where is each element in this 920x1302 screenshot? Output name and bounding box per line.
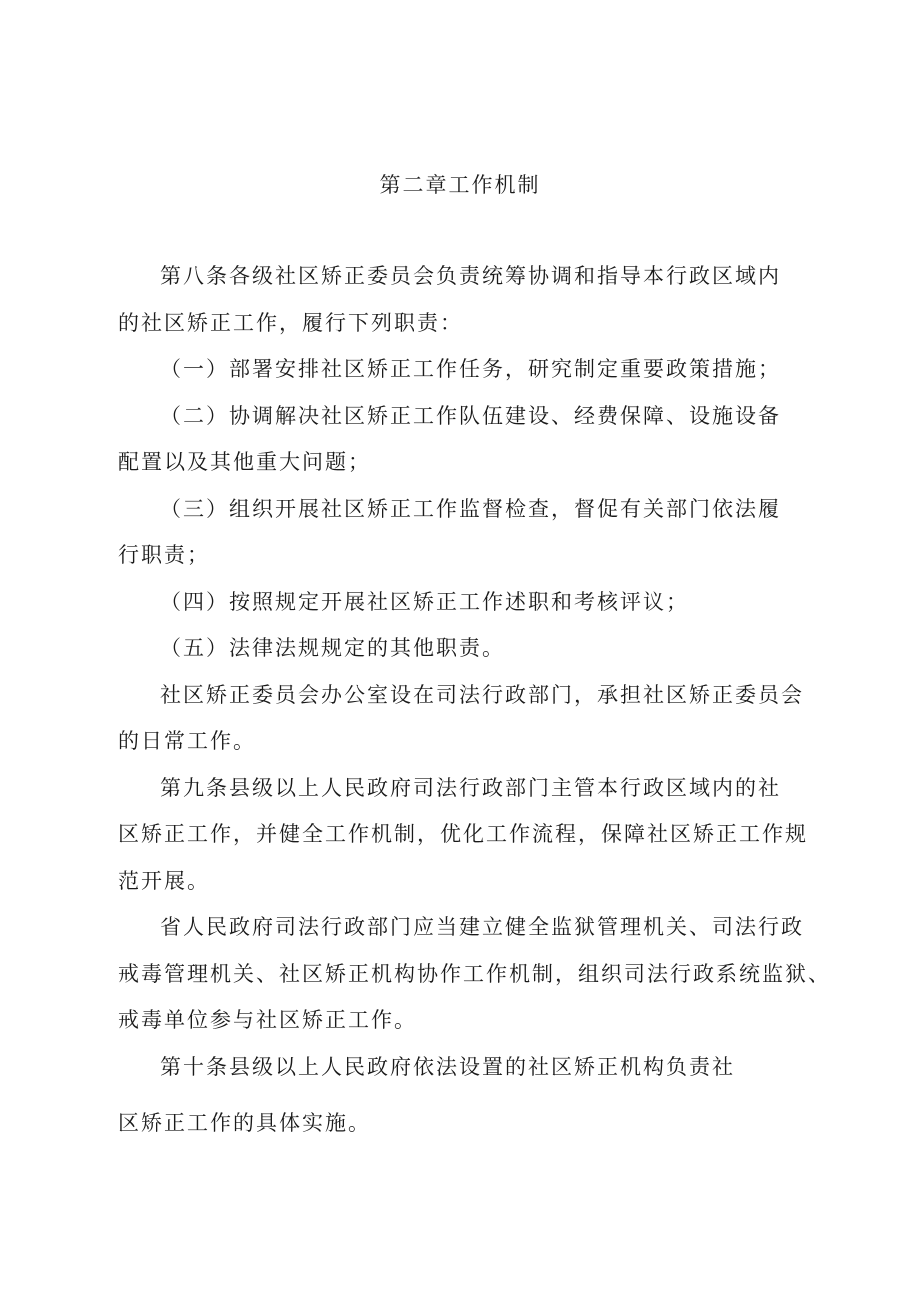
chapter-title: 第二章工作机制	[379, 173, 541, 197]
text-line: 配置以及其他重大问题；	[118, 450, 371, 474]
text-line: 省人民政府司法行政部门应当建立健全监狱管理机关、司法行政	[160, 915, 804, 939]
article-number: 第八条	[160, 264, 229, 288]
text-line: 第十条县级以上人民政府依法设置的社区矫正机构负责社	[160, 1054, 735, 1079]
text-line: 区矫正工作，并健全工作机制，优化工作流程，保障社区矫正工作规	[118, 822, 808, 846]
text-line: 的社区矫正工作，履行下列职责：	[118, 310, 463, 335]
article-number: 第十条	[160, 1054, 229, 1079]
text-line: 行职责；	[118, 543, 210, 567]
text-line: 范开展。	[118, 868, 210, 893]
text-line: 第八条各级社区矫正委员会负责统筹协调和指导本行政区域内	[160, 264, 781, 288]
document-body	[118, 253, 834, 1090]
list-item: （五）法律法规规定的其他职责。	[160, 636, 505, 660]
list-item: （一）部署安排社区矫正工作任务，研究制定重要政策措施；	[160, 357, 781, 381]
list-item: （四）按照规定开展社区矫正工作述职和考核评议；	[160, 589, 689, 614]
text-line: 的日常工作。	[118, 729, 256, 753]
tail-line: 区矫正工作的具体实施。	[118, 1111, 371, 1135]
list-item: （三）组织开展社区矫正工作监督检查，督促有关部门依法履	[160, 496, 781, 521]
text-line: 第九条县级以上人民政府司法行政部门主管本行政区域内的社	[160, 775, 781, 800]
text-line: 戒毒管理机关、社区矫正机构协作工作机制，组织司法行政系统监狱、	[118, 961, 831, 986]
list-item: （二）协调解决社区矫正工作队伍建设、经费保障、设施设备	[160, 403, 781, 428]
text-line: 社区矫正委员会办公室设在司法行政部门，承担社区矫正委员会	[160, 682, 804, 707]
text-line: 戒毒单位参与社区矫正工作。	[118, 1008, 417, 1032]
article-number: 第九条	[160, 775, 229, 800]
